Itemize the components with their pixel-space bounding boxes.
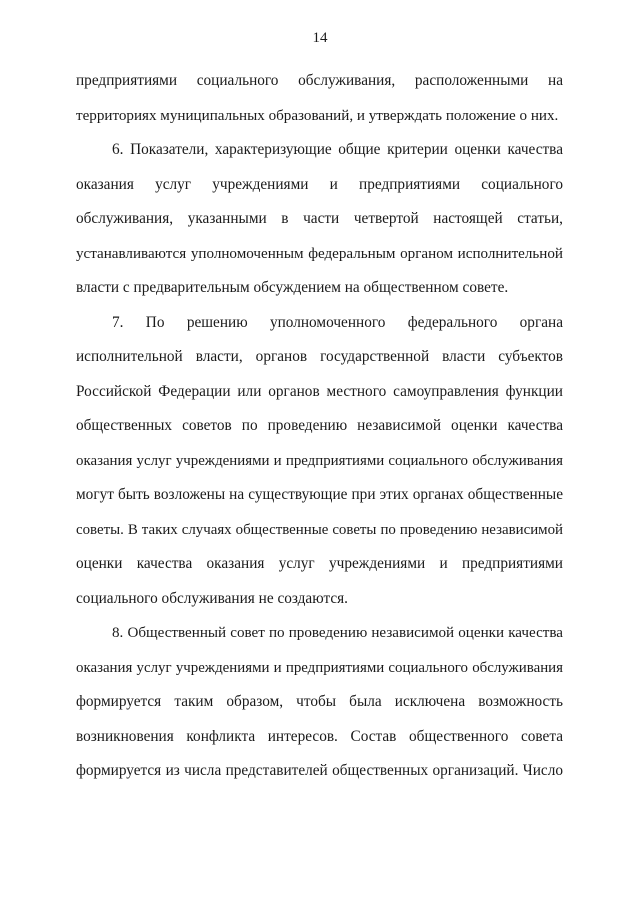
text-line: 8. Общественный совет по проведению независимой оценки качества: [112, 625, 563, 641]
text-line: 7. По решению уполномоченного федерального органа: [112, 313, 563, 331]
text-line: исполнительной власти, органов государственной власти субъектов: [76, 348, 563, 365]
text-line: предприятиями социального обслуживания, расположенными на: [76, 72, 563, 89]
text-line: оказания услуг учреждениями и предприятиями социального обслуживания: [76, 452, 563, 469]
text-line: оценки качества оказания услуг учреждениями и предприятиями: [76, 555, 563, 572]
text-line: советы. В таких случаях общественные советы по проведению независимой: [76, 521, 563, 538]
text-line: обслуживания, указанными в части четвертой настоящей статьи,: [76, 210, 563, 227]
text-line: устанавливаются уполномоченным федеральным органом исполнительной: [76, 245, 563, 262]
text-line: возникновения конфликта интересов. Состав общественного совета: [76, 727, 563, 745]
document-body: [76, 64, 563, 789]
text-line: могут быть возложены на существующие при этих органах общественные: [76, 486, 563, 503]
text-line: социального обслуживания не создаются.: [76, 589, 348, 607]
text-line: формируется таким образом, чтобы была исключена возможность: [76, 693, 563, 710]
page-number: 14: [312, 30, 328, 46]
text-line: оказания услуг учреждениями и предприятиями социального: [76, 175, 563, 193]
text-line: территориях муниципальных образований, и утверждать положение о них.: [76, 107, 559, 124]
text-line: власти с предварительным обсуждением на общественном совете.: [76, 279, 509, 296]
text-line: общественных советов по проведению независимой оценки качества: [76, 417, 563, 434]
text-line: формируется из числа представителей общественных организаций. Число: [76, 762, 563, 779]
text-line: оказания услуг учреждениями и предприятиями социального обслуживания: [76, 659, 563, 676]
text-line: 6. Показатели, характеризующие общие критерии оценки качества: [112, 141, 563, 158]
text-line: Российской Федерации или органов местного самоуправления функции: [76, 382, 563, 400]
